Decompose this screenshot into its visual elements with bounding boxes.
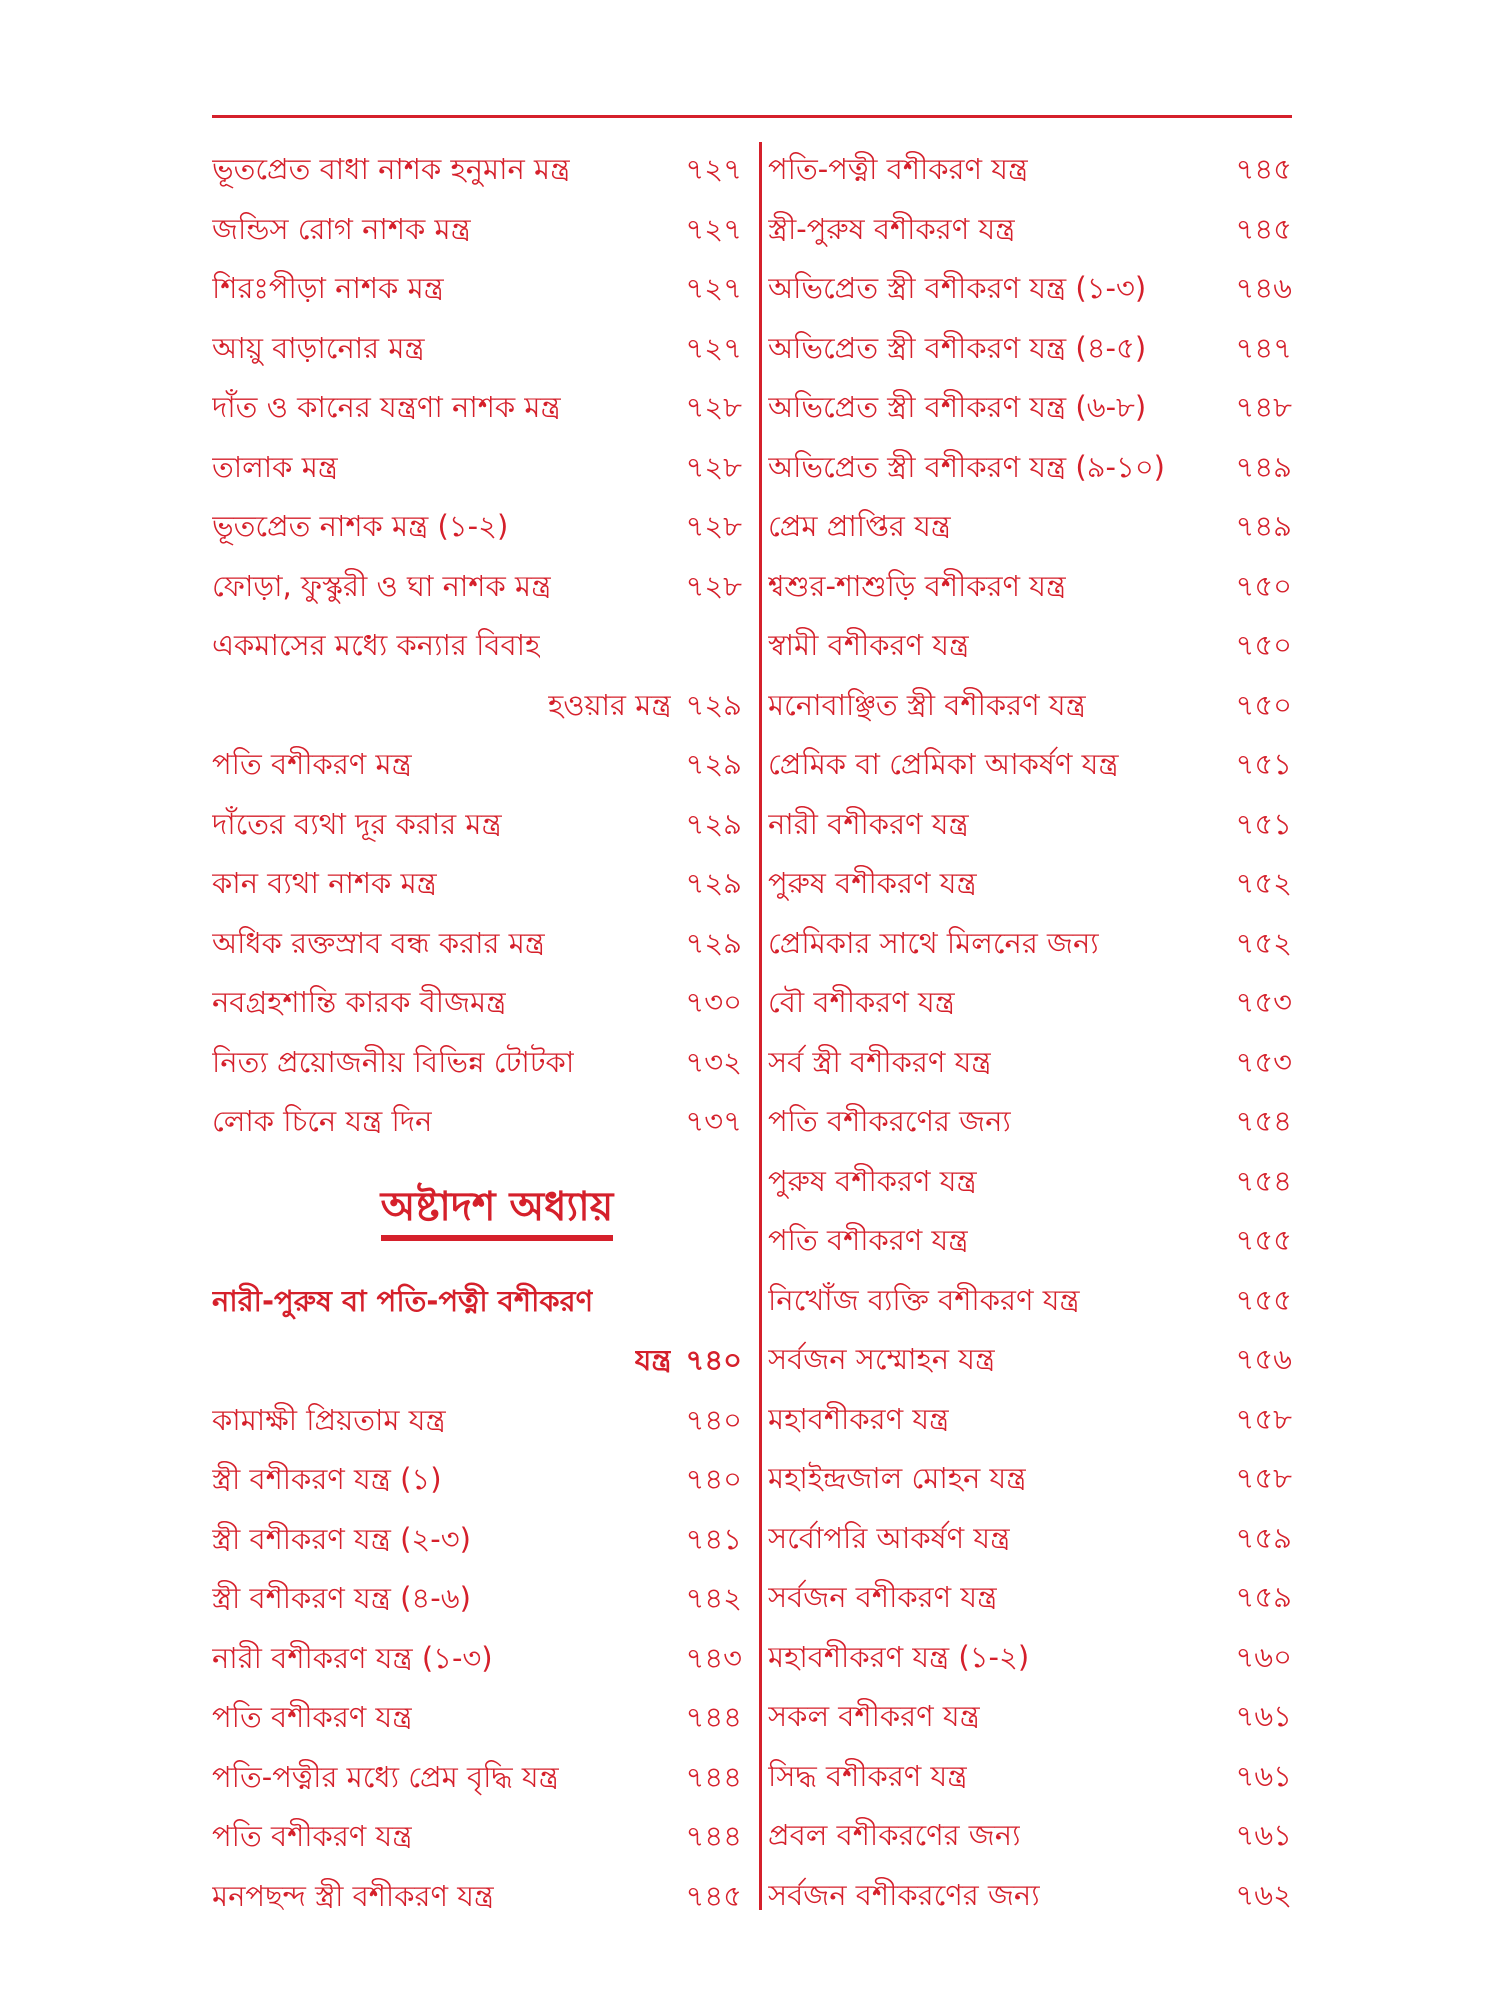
toc-list-right [768,140,1292,1925]
chapter-heading: অষ্টাদশ অধ্যায় [381,1183,614,1241]
toc-entry-page: ৭৪৪ [685,1819,742,1853]
toc-entry-page: ৭২৮ [685,568,742,603]
toc-entry-title: সর্বজন বশীকরণ যন্ত্র [768,1580,998,1614]
toc-entry-page: ৭২৯ [685,687,742,722]
toc-entry [212,438,742,498]
toc-entry-title: তালাক মন্ত্র [212,449,338,484]
toc-entry [212,497,742,557]
toc-entry [212,557,742,617]
toc-entry-title: প্রেম প্রাপ্তির যন্ত্র [768,509,951,543]
toc-entry-title: প্রবল বশীকরণের জন্য [768,1818,1021,1852]
toc-entry [212,1331,742,1391]
toc-entry-title: লোক চিনে যন্ত্র দিন [212,1104,433,1138]
toc-right-column [768,140,1292,1925]
toc-entry-title: নবগ্রহশান্তি কারক বীজমন্ত্র [212,985,507,1019]
toc-entry-title: মহাবশীকরণ যন্ত্র (১-২) [768,1639,1030,1674]
toc-entry-page: ৭৬০ [1235,1639,1292,1674]
toc-entry-page: ৭৫৯ [1235,1580,1292,1614]
toc-entry [212,854,742,914]
toc-entry-page: ৭৩০ [685,985,742,1019]
toc-entry-title: সকল বশীকরণ যন্ত্র [768,1699,980,1733]
toc-entry-title: মনপছন্দ স্ত্রী বশীকরণ যন্ত্র [212,1878,495,1913]
toc-entry-page: ৭৪৯ [1235,449,1292,484]
toc-entry [768,1092,1292,1152]
toc-entry-title: অধিক রক্তস্রাব বন্ধ করার মন্ত্র [212,925,545,960]
toc-entry-page: ৭২৭ [685,211,742,246]
toc-entry-page: ৭৫২ [1235,925,1292,960]
toc-entry-page: ৭২৯ [685,866,742,900]
toc-entry-title: সিদ্ধ বশীকরণ যন্ত্র [768,1758,968,1793]
toc-entry-title: সর্বজন সম্মোহন যন্ত্র [768,1342,996,1376]
toc-entry-page: ৭৫৩ [1235,985,1292,1019]
toc-entry [768,497,1292,557]
toc-entry [768,1509,1292,1569]
toc-entry [212,1748,742,1808]
toc-entry-page: ৭২৯ [685,806,742,841]
toc-entry [212,735,742,795]
toc-entry-title: পতি-পত্নীর মধ্যে প্রেম বৃদ্ধি যন্ত্র [212,1759,559,1794]
toc-entry [212,1092,742,1152]
toc-entry [212,1629,742,1689]
toc-entry [768,140,1292,200]
toc-entry [768,676,1292,736]
toc-entry [768,854,1292,914]
toc-entry [768,438,1292,498]
toc-entry [768,1271,1292,1331]
toc-entry-page: ৭৫৫ [1235,1223,1292,1257]
toc-entry-title: শিরঃপীড়া নাশক মন্ত্র [212,271,444,305]
toc-entry [212,973,742,1033]
toc-entry [768,557,1292,617]
toc-entry [212,378,742,438]
toc-entry-page: ৭৫২ [1235,866,1292,900]
toc-list-left-top [212,140,742,1152]
toc-entry [212,1272,742,1332]
toc-entry-title: স্ত্রী বশীকরণ যন্ত্র (১) [212,1462,442,1496]
toc-list-left-bottom [212,1272,742,1927]
toc-entry [212,200,742,260]
toc-entry-title: মহাইন্দ্রজাল মোহন যন্ত্র [768,1461,1027,1495]
toc-entry [212,1867,742,1927]
toc-entry-page [728,616,742,676]
toc-entry-page: ৭২৯ [685,925,742,960]
toc-entry [212,1510,742,1570]
toc-entry [768,914,1292,974]
toc-entry-page: ৭৫৩ [1235,1044,1292,1079]
toc-entry-title: স্ত্রী-পুরুষ বশীকরণ যন্ত্র [768,211,1016,246]
toc-entry-page: ৭৪০ [685,1402,742,1437]
toc-entry-page: ৭২৭ [685,152,742,186]
toc-entry-page: ৭৪০ [685,1343,742,1377]
toc-entry [768,1866,1292,1926]
toc-entry [768,319,1292,379]
toc-entry [768,259,1292,319]
toc-entry-title: শ্বশুর-শাশুড়ি বশীকরণ যন্ত্র [768,568,1067,603]
toc-entry-page: ৭৪০ [685,1462,742,1496]
toc-entry [212,319,742,379]
toc-entry-title: পতি বশীকরণের জন্য [768,1104,1011,1138]
toc-entry-title: মহাবশীকরণ যন্ত্র [768,1401,950,1436]
toc-entry-page: ৭৪৫ [1235,152,1292,186]
toc-entry-title: সর্বজন বশীকরণের জন্য [768,1877,1040,1912]
toc-entry-title: পতি-পত্নী বশীকরণ যন্ত্র [768,152,1029,186]
toc-entry-title: অভিপ্রেত স্ত্রী বশীকরণ যন্ত্র (৬-৮) [768,390,1147,424]
toc-entry [768,1568,1292,1628]
toc-entry-title: জন্ডিস রোগ নাশক মন্ত্র [212,211,471,246]
toc-entry [768,1330,1292,1390]
toc-entry-title: স্ত্রী বশীকরণ যন্ত্র (২-৩) [212,1521,471,1556]
toc-entry-title: অভিপ্রেত স্ত্রী বশীকরণ যন্ত্র (৪-৫) [768,330,1147,365]
toc-entry-title: কামাক্ষী প্রিয়তাম যন্ত্র [212,1402,446,1437]
top-rule [212,115,1292,118]
toc-entry [768,1449,1292,1509]
chapter-heading-block [212,1152,742,1272]
toc-entry-title: অভিপ্রেত স্ত্রী বশীকরণ যন্ত্র (৯-১০) [768,449,1165,484]
toc-entry-title: নিত্য প্রয়োজনীয় বিভিন্ন টোটকা [212,1044,575,1079]
toc-entry-page: ৭৫০ [1235,628,1292,662]
toc-entry-page: ৭৪৩ [685,1640,742,1675]
toc-entry-page: ৭৪৬ [1235,271,1292,305]
toc-entry [768,1628,1292,1688]
toc-entry [212,616,742,676]
toc-entry-title: প্রেমিকার সাথে মিলনের জন্য [768,925,1099,960]
toc-entry [212,1450,742,1510]
toc-entry-page: ৭৪৯ [1235,509,1292,543]
column-divider [759,142,762,1910]
toc-entry [212,914,742,974]
toc-entry-title: পুরুষ বশীকরণ যন্ত্র [768,866,977,900]
toc-entry-title: নারী বশীকরণ যন্ত্র [768,806,969,841]
toc-entry-title: আয়ু বাড়ানোর মন্ত্র [212,330,425,365]
toc-entry-title: ফোড়া, ফুস্কুরী ও ঘা নাশক মন্ত্র [212,568,552,603]
toc-entry-page: ৭৫৯ [1235,1520,1292,1555]
toc-entry [768,1152,1292,1212]
toc-entry [212,1807,742,1867]
toc-entry-page: ৭৫৪ [1235,1104,1292,1138]
toc-entry [768,200,1292,260]
toc-entry [768,1211,1292,1271]
toc-entry [768,735,1292,795]
toc-entry [768,973,1292,1033]
toc-entry-page: ৭৪৫ [685,1878,742,1913]
toc-entry-page: ৭৫১ [1235,747,1292,781]
toc-entry-title: পতি বশীকরণ মন্ত্র [212,747,412,781]
toc-entry-page: ৭৪৭ [1235,330,1292,365]
toc-entry [768,1806,1292,1866]
toc-entry-title: পতি বশীকরণ যন্ত্র [212,1819,413,1853]
toc-entry-page: ৭২৮ [685,390,742,424]
toc-entry-title: স্ত্রী বশীকরণ যন্ত্র (৪-৬) [212,1581,471,1615]
toc-entry [768,1747,1292,1807]
toc-entry-title: পতি বশীকরণ যন্ত্র [768,1223,969,1257]
toc-entry-title: অভিপ্রেত স্ত্রী বশীকরণ যন্ত্র (১-৩) [768,271,1147,305]
toc-entry-page: ৭২৮ [685,449,742,484]
toc-entry-title: সর্ব স্ত্রী বশীকরণ যন্ত্র [768,1044,992,1079]
toc-entry [768,1033,1292,1093]
toc-entry-page: ৭৫৫ [1235,1282,1292,1317]
toc-entry-page: ৭২৭ [685,330,742,365]
toc-entry-page: ৭৪৪ [685,1759,742,1794]
toc-entry-page: ৭৫১ [1235,806,1292,841]
toc-entry-page: ৭৬১ [1235,1699,1292,1733]
toc-entry-title: দাঁত ও কানের যন্ত্রণা নাশক মন্ত্র [212,390,561,424]
toc-entry-title: নিখোঁজ ব্যক্তি বশীকরণ যন্ত্র [768,1282,1080,1317]
toc-entry-page [728,1272,742,1332]
toc-entry-page: ৭৫৮ [1235,1401,1292,1436]
toc-entry-title: হওয়ার মন্ত্র [547,687,672,722]
toc-entry-title: নারী-পুরুষ বা পতি-পত্নী বশীকরণ [212,1283,594,1318]
toc-entry-title: পুরুষ বশীকরণ যন্ত্র [768,1163,977,1198]
toc-entry [212,1688,742,1748]
toc-entry-page: ৭৪৪ [685,1700,742,1734]
toc-entry [768,378,1292,438]
toc-entry-page: ৭৫৪ [1235,1163,1292,1198]
toc-entry [212,1569,742,1629]
toc-left-column [212,140,742,1926]
toc-entry-title: একমাসের মধ্যে কন্যার বিবাহ [212,628,541,662]
toc-entry [212,140,742,200]
toc-entry-page: ৭৬১ [1235,1758,1292,1793]
toc-entry [212,1033,742,1093]
toc-entry-title: বৌ বশীকরণ যন্ত্র [768,985,955,1019]
toc-entry-page: ৭৩২ [685,1044,742,1079]
toc-entry [212,676,742,736]
toc-entry-page: ৭৪৫ [1235,211,1292,246]
toc-entry-page: ৭৫০ [1235,568,1292,603]
toc-entry-page: ৭৫৬ [1235,1342,1292,1376]
toc-entry [212,1391,742,1451]
toc-entry-page: ৭৪২ [685,1581,742,1615]
toc-entry-title: প্রেমিক বা প্রেমিকা আকর্ষণ যন্ত্র [768,747,1119,781]
toc-entry-page: ৭৬১ [1235,1818,1292,1852]
toc-entry [768,616,1292,676]
toc-entry-title: ভূতপ্রেত নাশক মন্ত্র (১-২) [212,509,509,543]
toc-entry-title: ভূতপ্রেত বাধা নাশক হনুমান মন্ত্র [212,152,571,186]
toc-entry-page: ৭২৭ [685,271,742,305]
toc-entry [768,1390,1292,1450]
toc-entry-page: ৭৫৮ [1235,1461,1292,1495]
toc-entry-title: দাঁতের ব্যথা দূর করার মন্ত্র [212,806,502,841]
toc-entry-title: যন্ত্র [634,1343,672,1377]
toc-entry-title: মনোবাঞ্ছিত স্ত্রী বশীকরণ যন্ত্র [768,687,1086,722]
toc-entry-title: পতি বশীকরণ যন্ত্র [212,1700,413,1734]
toc-entry [768,795,1292,855]
toc-entry-title: সর্বোপরি আকর্ষণ যন্ত্র [768,1520,1011,1555]
toc-entry-title: নারী বশীকরণ যন্ত্র (১-৩) [212,1640,493,1675]
toc-entry [212,259,742,319]
toc-entry [768,1687,1292,1747]
toc-entry-page: ৭৪১ [685,1521,742,1556]
toc-entry-page: ৭৫০ [1235,687,1292,722]
toc-entry-page: ৭২৯ [685,747,742,781]
toc-entry-title: কান ব্যথা নাশক মন্ত্র [212,866,437,900]
toc-entry [212,795,742,855]
toc-entry-page: ৭২৮ [685,509,742,543]
toc-entry-title: স্বামী বশীকরণ যন্ত্র [768,628,970,662]
toc-entry-page: ৭৬২ [1235,1877,1292,1912]
toc-entry-page: ৭৩৭ [685,1104,742,1138]
toc-entry-page: ৭৪৮ [1235,390,1292,424]
